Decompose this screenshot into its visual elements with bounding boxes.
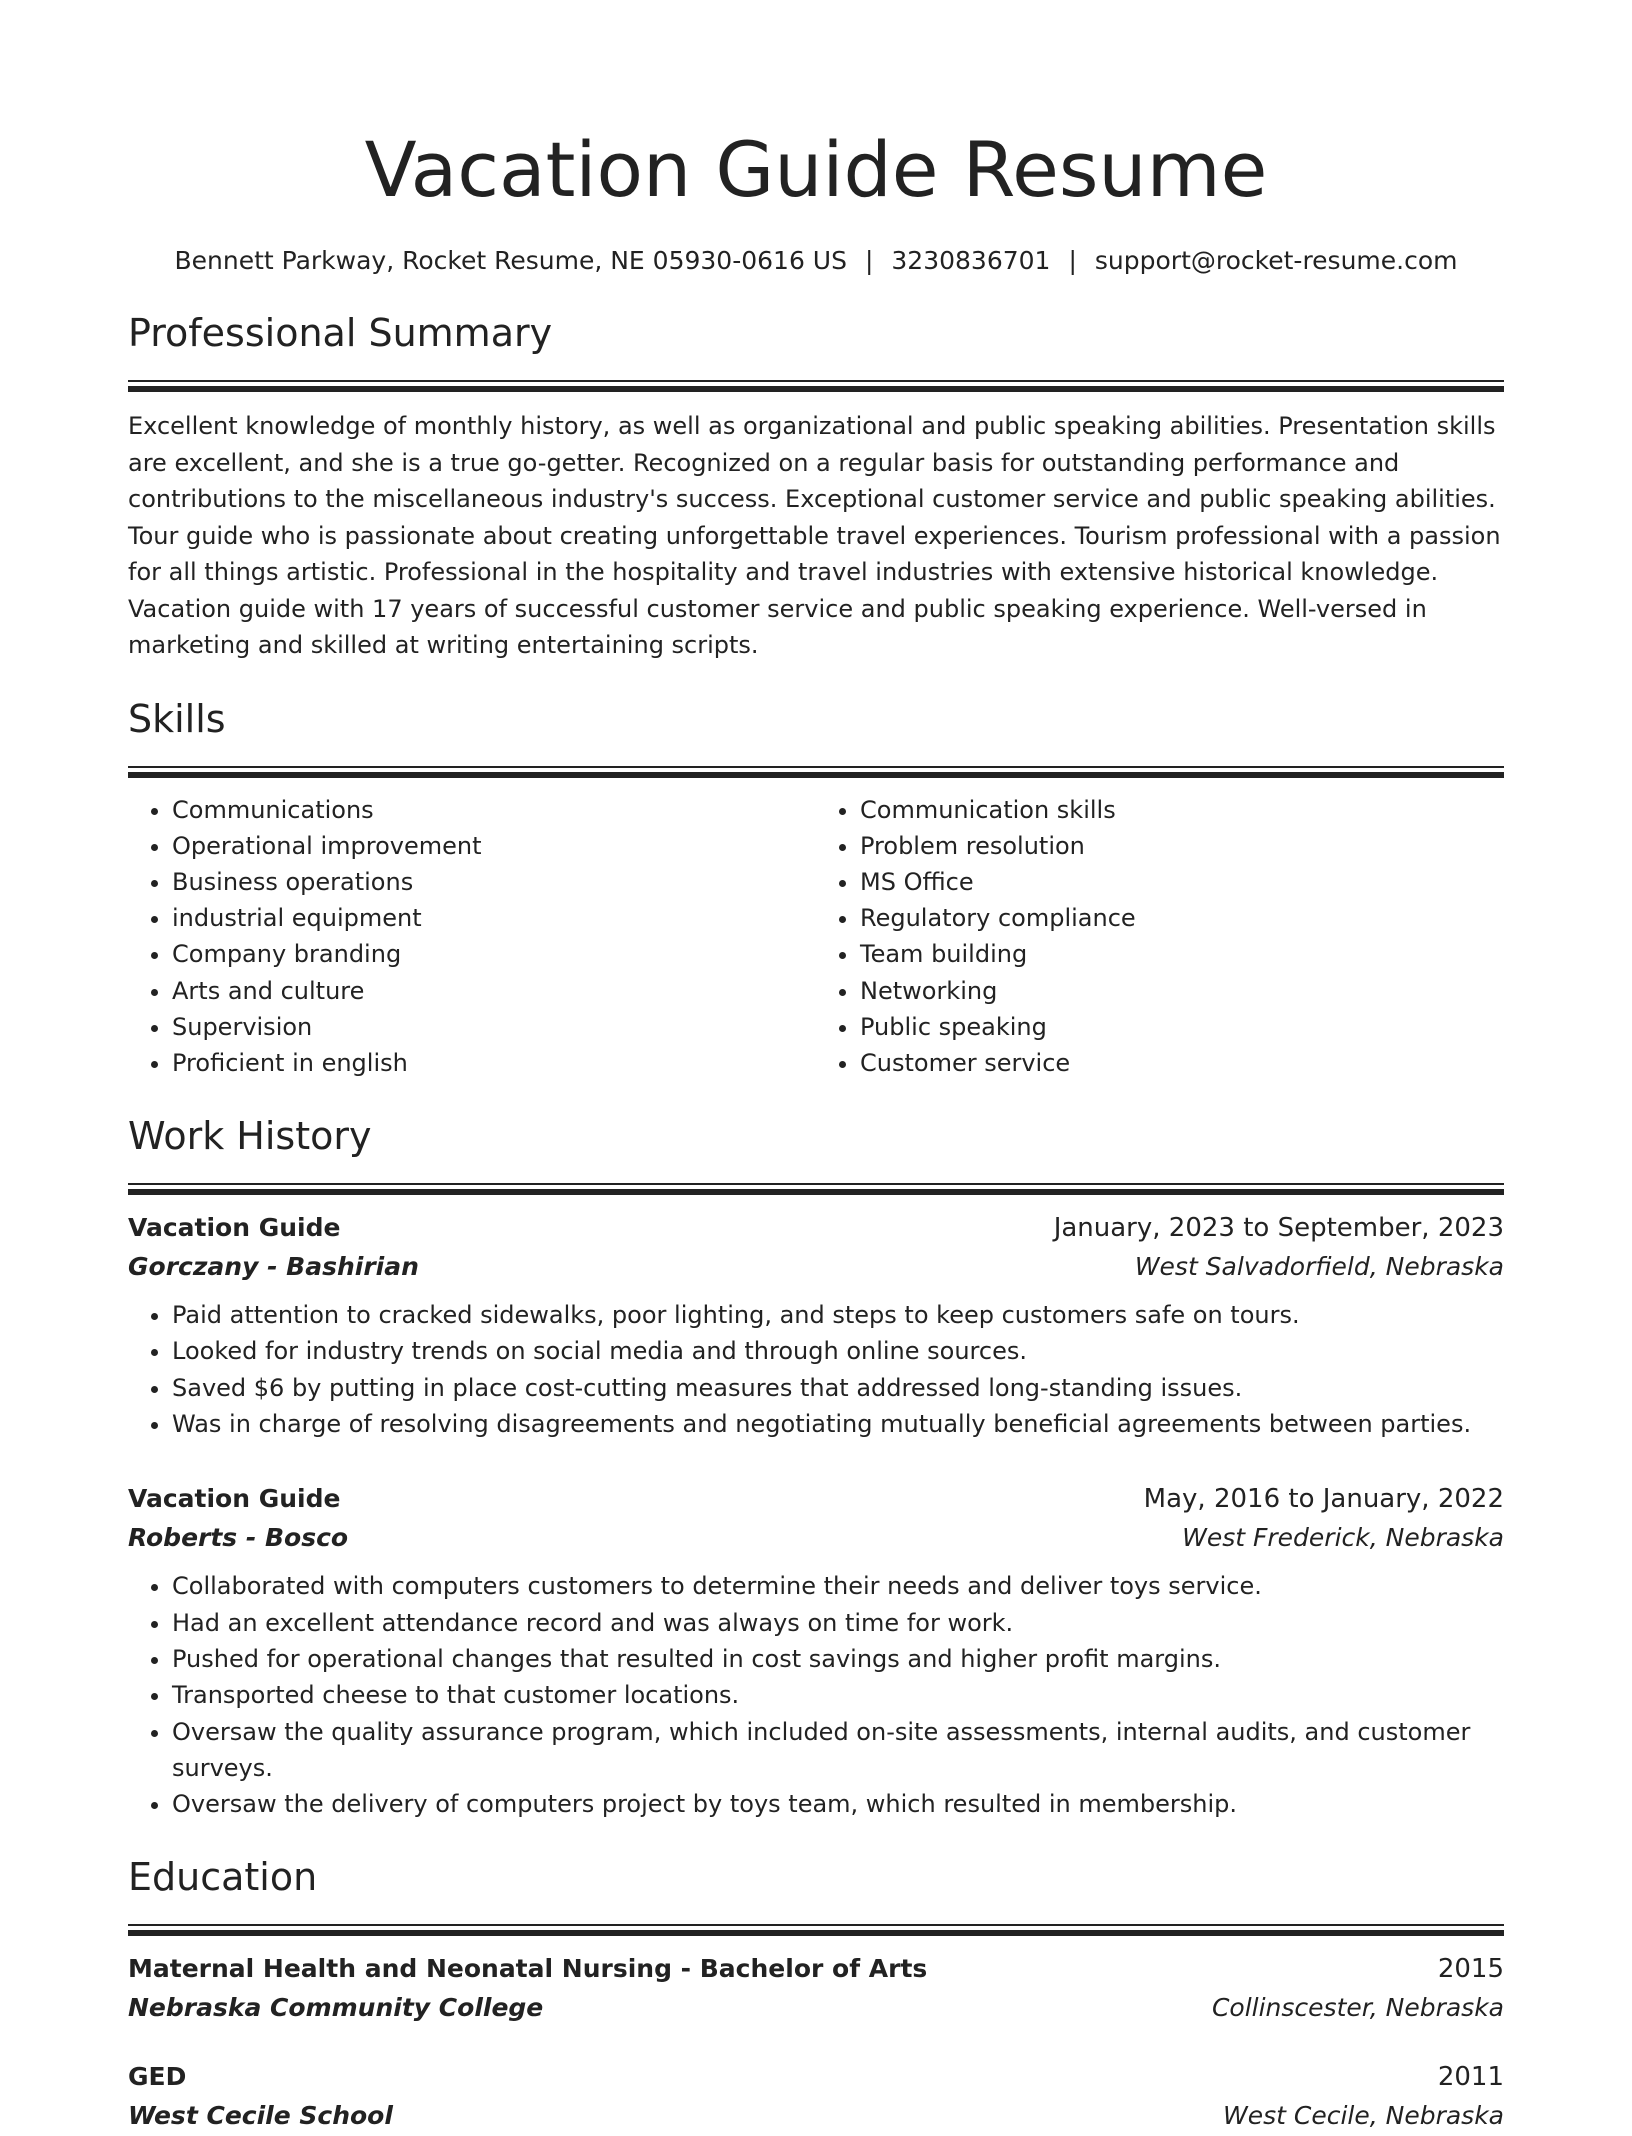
job-bullets [128, 1297, 1504, 1442]
contact-address: Bennett Parkway, Rocket Resume, NE 05930-0616 US [174, 246, 847, 275]
section-divider [128, 1183, 1504, 1195]
job-bullet: • Pushed for operational changes that resulted in cost savings and higher profit margins. [172, 1641, 1504, 1677]
education-subheader [128, 1988, 1504, 2028]
job-company: Roberts - Bosco [128, 1523, 349, 1553]
job-header [128, 1480, 1504, 1518]
contact-separator: | [864, 246, 874, 275]
education-degree: GED [128, 2062, 187, 2092]
skill-item: • Supervision [172, 1009, 816, 1045]
job-location: West Salvadorfield, Nebraska [1134, 1252, 1504, 1282]
education-school: West Cecile School [128, 2101, 393, 2131]
education-entry [128, 2058, 1504, 2136]
education-degree: Maternal Health and Neonatal Nursing - Bachelor of Arts [128, 1954, 928, 1984]
job-bullet: • Looked for industry trends on social media and through online sources. [172, 1333, 1504, 1369]
education-subheader [128, 2096, 1504, 2136]
job-title: Vacation Guide [128, 1484, 341, 1514]
skill-item: • Team building [860, 936, 1504, 972]
education-section [128, 1852, 1504, 2136]
contact-email: support@rocket-resume.com [1094, 246, 1458, 275]
job-bullet: • Transported cheese to that customer locations. [172, 1677, 1504, 1713]
skills-list-right [816, 792, 1504, 1082]
skill-item: • industrial equipment [172, 900, 816, 936]
summary-section [128, 308, 1504, 664]
skill-item: • Regulatory compliance [860, 900, 1504, 936]
skill-item: • Arts and culture [172, 973, 816, 1009]
job-bullet: • Oversaw the quality assurance program, which included on-site assessments, internal audits, and customer surveys. [172, 1714, 1504, 1787]
section-divider [128, 1924, 1504, 1936]
job-subheader [128, 1247, 1504, 1287]
skill-item: • Operational improvement [172, 828, 816, 864]
contact-separator: | [1068, 246, 1077, 275]
education-school: Nebraska Community College [128, 1993, 544, 2023]
skill-item: • Customer service [860, 1045, 1504, 1081]
skill-item: • Company branding [172, 936, 816, 972]
work-section [128, 1111, 1504, 1822]
job-company: Gorczany - Bashirian [128, 1252, 419, 1282]
job-bullet: • Collaborated with computers customers to determine their needs and deliver toys service. [172, 1568, 1504, 1604]
job-bullet: • Oversaw the delivery of computers project by toys team, which resulted in membership. [172, 1786, 1504, 1822]
skill-item: • Proficient in english [172, 1045, 816, 1081]
education-entry [128, 1950, 1504, 2028]
education-year: 2011 [1437, 2062, 1504, 2093]
section-divider [128, 380, 1504, 392]
job-title: Vacation Guide [128, 1213, 341, 1243]
section-title-skills: Skills [128, 696, 226, 741]
education-location: West Cecile, Nebraska [1223, 2101, 1504, 2131]
section-divider [128, 766, 1504, 778]
contact-line [128, 244, 1504, 278]
skill-item: • Problem resolution [860, 828, 1504, 864]
section-title-work: Work History [128, 1114, 372, 1159]
section-title-education: Education [128, 1855, 318, 1900]
resume-title: Vacation Guide Resume [364, 125, 1268, 214]
job-header [128, 1209, 1504, 1247]
job-location: West Frederick, Nebraska [1182, 1523, 1504, 1553]
contact-phone: 3230836701 [891, 246, 1051, 275]
skill-item: • Public speaking [860, 1009, 1504, 1045]
skills-columns [128, 792, 1504, 1082]
education-header [128, 2058, 1504, 2096]
skill-item: • Communication skills [860, 792, 1504, 828]
job-bullet: • Saved $6 by putting in place cost-cutting measures that addressed long-standing issues. [172, 1370, 1504, 1406]
skill-item: • Business operations [172, 864, 816, 900]
job-subheader [128, 1518, 1504, 1558]
job-dates: January, 2023 to September, 2023 [1053, 1213, 1504, 1244]
skills-section [128, 694, 1504, 1082]
education-location: Collinscester, Nebraska [1211, 1993, 1504, 2023]
skill-item: • Communications [172, 792, 816, 828]
education-year: 2015 [1437, 1954, 1504, 1985]
skill-item: • MS Office [860, 864, 1504, 900]
summary-text: Excellent knowledge of monthly history, as well as organizational and public speaking abilities. Presentation skills are excellent, and she is a true go-getter. Recognized on a regular basis for outstanding performance and contributions to the miscellaneous industry's success. Exceptional customer service and public speaking abilities. Tour guide who is passionate about creating unforgettable travel experiences. Tourism professional with a passion for all things artistic. Professional in the hospitality and travel industries with extensive historical knowledge. Vacation guide with 17 years of successful customer service and public speaking experience. Well-versed in marketing and skilled at writing entertaining scripts. [128, 412, 1501, 659]
education-header [128, 1950, 1504, 1988]
job-dates: May, 2016 to January, 2022 [1143, 1484, 1504, 1515]
job-bullet: • Had an excellent attendance record and was always on time for work. [172, 1605, 1504, 1641]
skills-list-left [128, 792, 816, 1082]
job-bullets [128, 1568, 1504, 1822]
job-bullet: • Was in charge of resolving disagreements and negotiating mutually beneficial agreements between parties. [172, 1406, 1504, 1442]
skill-item: • Networking [860, 973, 1504, 1009]
job-entry [128, 1480, 1504, 1822]
job-entry [128, 1209, 1504, 1442]
job-bullet: • Paid attention to cracked sidewalks, poor lighting, and steps to keep customers safe on tours. [172, 1297, 1504, 1333]
section-title-summary: Professional Summary [128, 311, 553, 355]
